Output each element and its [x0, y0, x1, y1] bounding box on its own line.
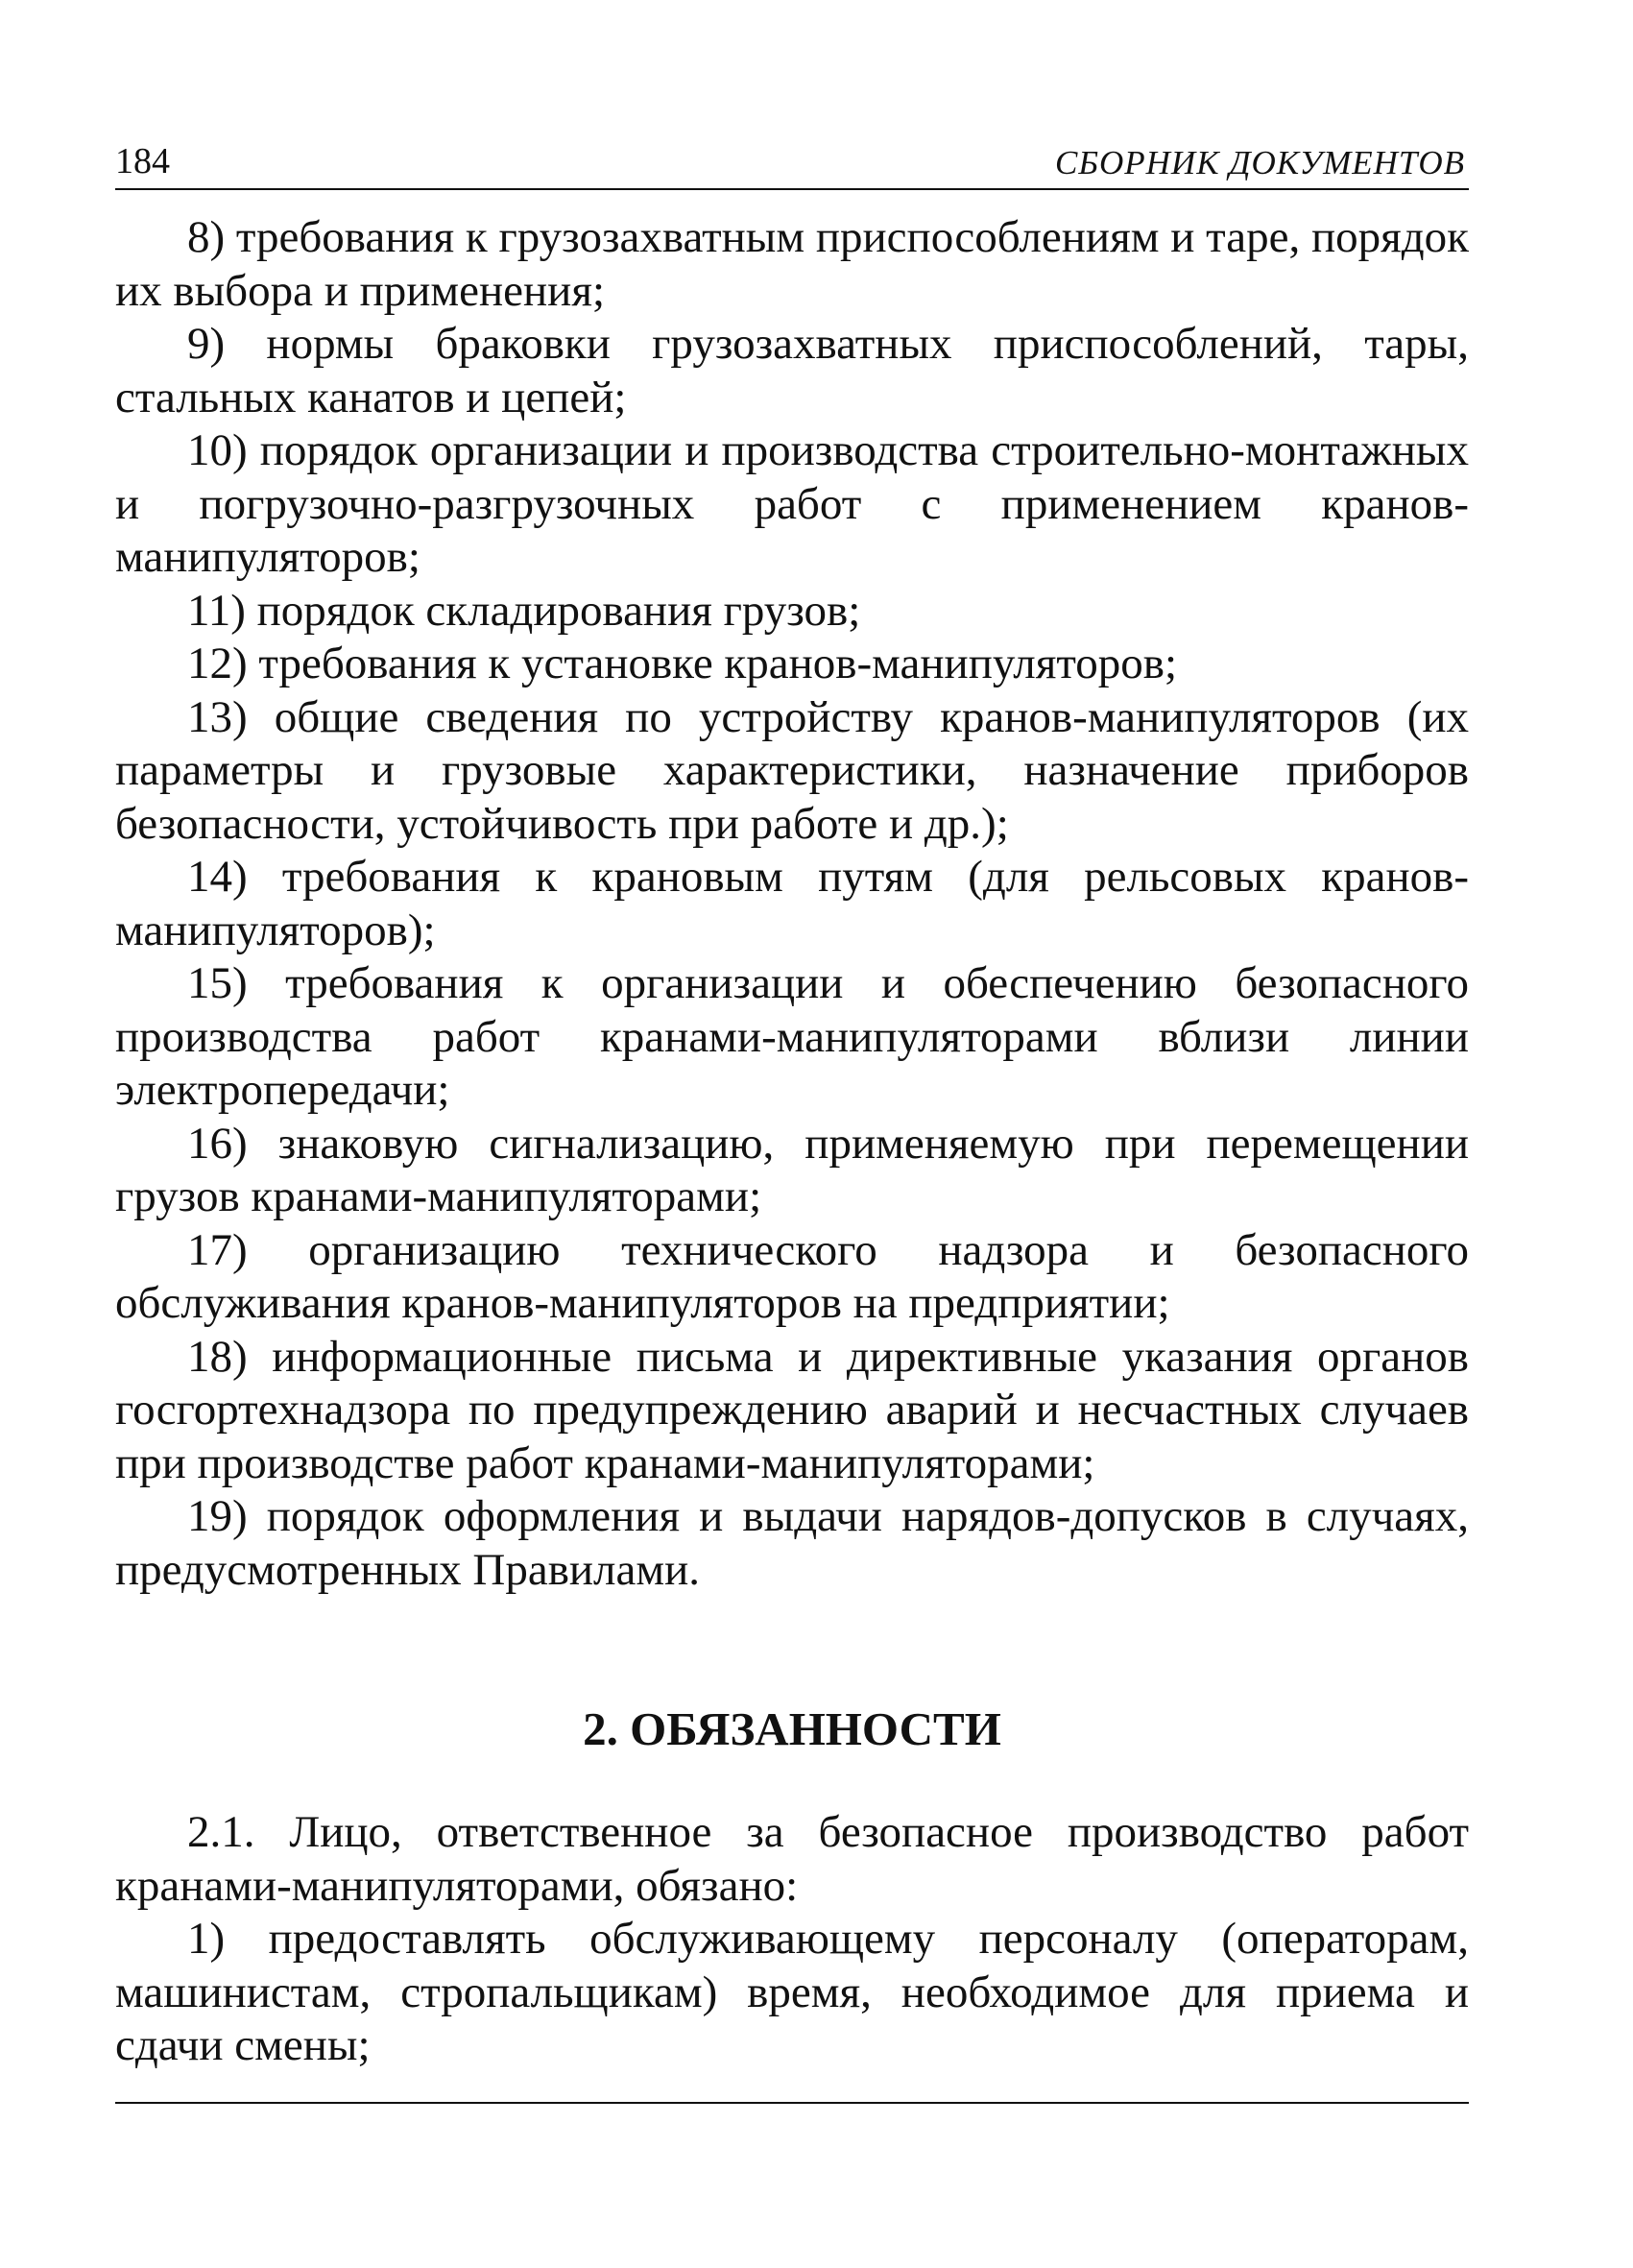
section-paragraph: 2.1. Лицо, ответственное за безопасное производство работ кранами-манипуляторами, обязано:: [115, 1807, 1469, 1911]
list-item: 16) знаковую сигнализацию, применяемую при перемещении грузов кранами-манипуляторами;: [115, 1118, 1469, 1221]
page-number: 184: [115, 141, 170, 181]
list-item: 18) информационные письма и директивные указания органов госгортехнадзора по предупреждению аварий и несчастных случаев при производстве работ кранами-манипуляторами;: [115, 1331, 1469, 1488]
collection-title: СБОРНИК ДОКУМЕНТОВ: [1055, 144, 1465, 181]
list-item: 8) требования к грузозахватным приспособлениям и таре, порядок их выбора и применения;: [115, 212, 1469, 316]
list-item: 11) порядок складирования грузов;: [187, 585, 861, 636]
document-page: [115, 141, 1469, 2073]
list-item: 17) организацию технического надзора и безопасного обслуживания кранов-манипуляторов на предприятии;: [115, 1224, 1469, 1328]
list-item: 19) порядок оформления и выдачи нарядов-допусков в случаях, предусмотренных Правилами.: [115, 1491, 1469, 1595]
list-item: 12) требования к установке кранов-манипуляторов;: [187, 639, 1178, 688]
body-text: [115, 211, 1469, 2073]
list-item: 15) требования к организации и обеспечению безопасного производства работ кранами-манипуляторами вблизи линии электропередачи;: [115, 958, 1469, 1115]
list-item: 10) порядок организации и производства строительно-монтажных и погрузочно-разгрузочных работ с применением кранов-манипуляторов;: [115, 425, 1469, 582]
list-item: 9) нормы браковки грузозахватных приспособлений, тары, стальных канатов и цепей;: [115, 319, 1469, 422]
running-head: [115, 141, 1469, 190]
list-item: 13) общие сведения по устройству кранов-манипуляторов (их параметры и грузовые характеристики, назначение приборов безопасности, устойчивость при работе и др.);: [115, 691, 1469, 849]
list-item: 14) требования к крановым путям (для рельсовых кранов-манипуляторов);: [115, 852, 1469, 955]
section-paragraph: 1) предоставлять обслуживающему персоналу (операторам, машинистам, стропальщикам) время, необходимое для приема и сдачи смены;: [115, 1914, 1469, 2070]
section-heading: 2. ОБЯЗАННОСТИ: [583, 1702, 1001, 1755]
footer-rule: [115, 2102, 1469, 2104]
